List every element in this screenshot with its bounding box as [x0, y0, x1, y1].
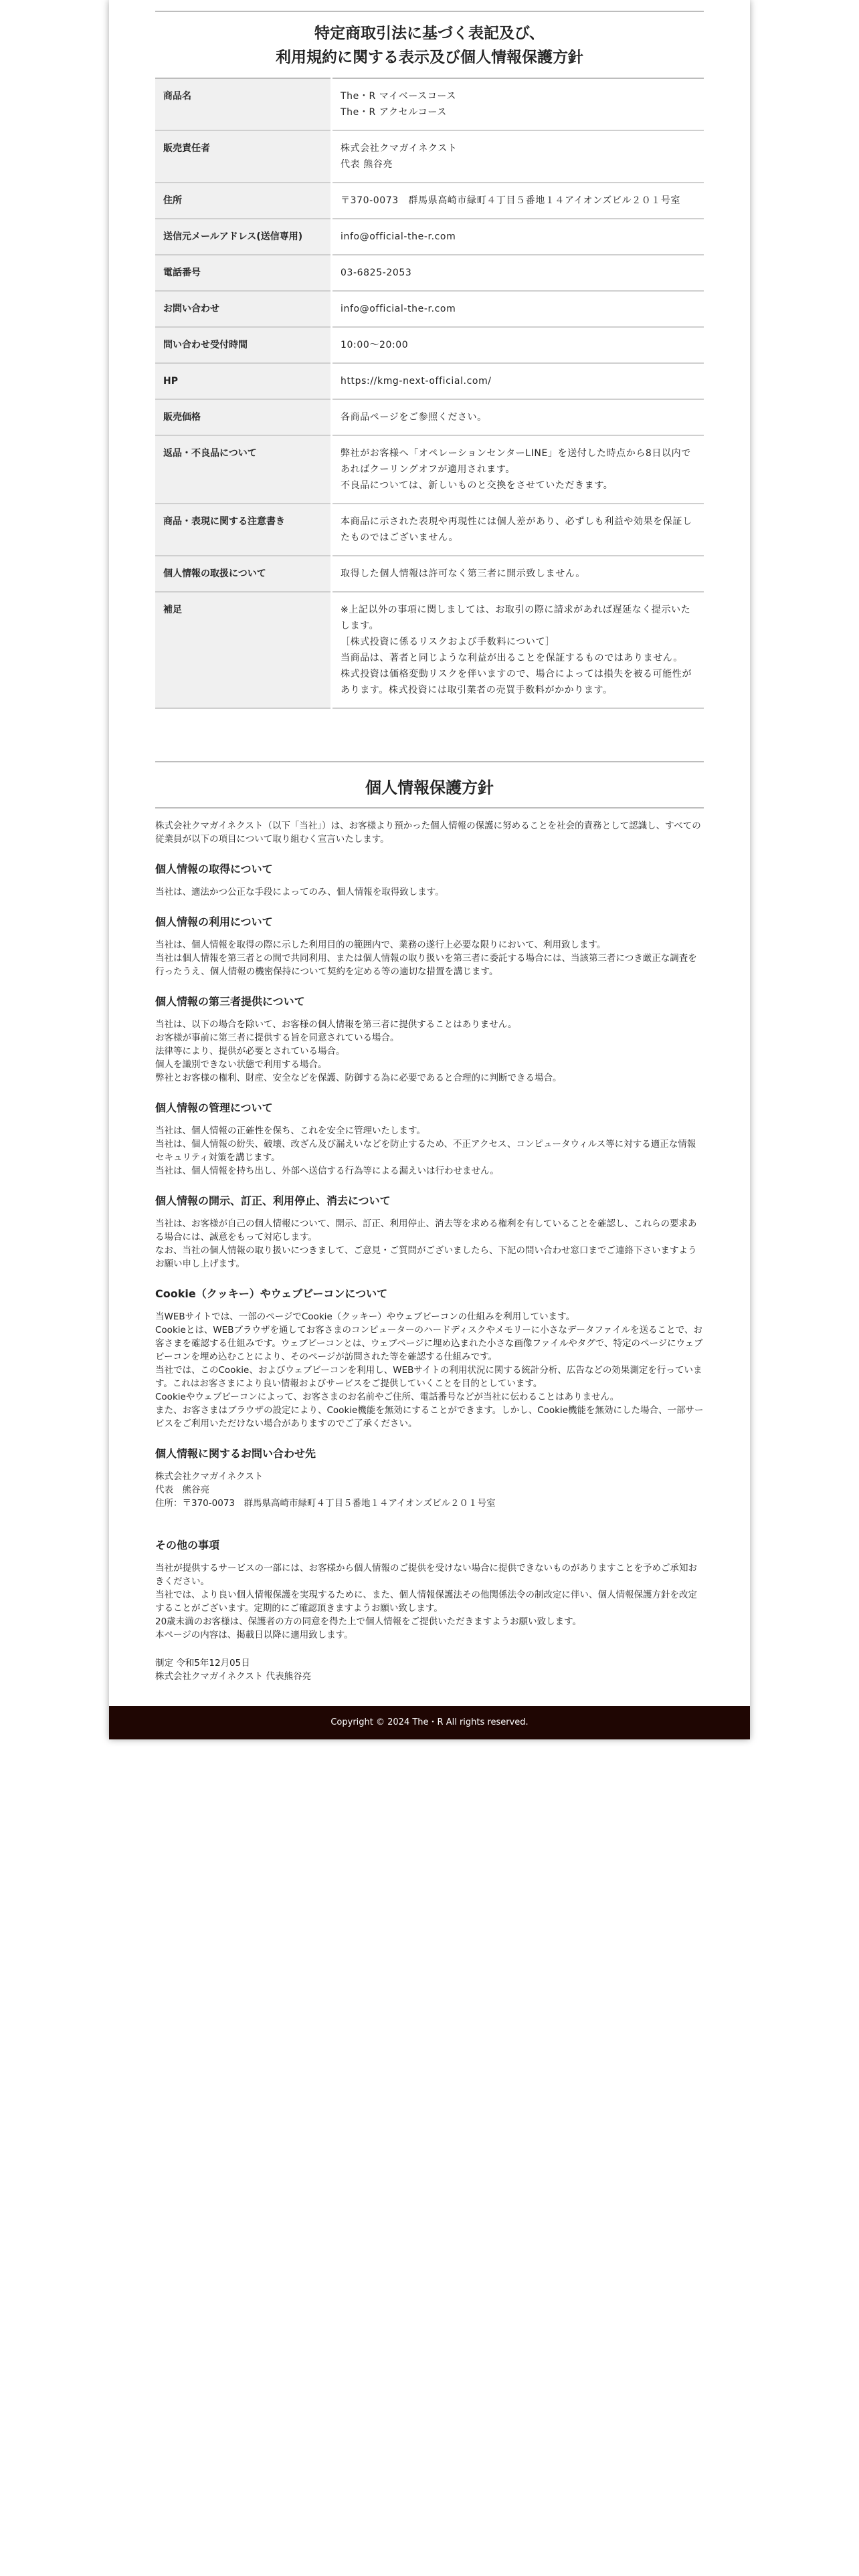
law-row-value: 弊社がお客様へ「オペレーションセンターLINE」を送付した時点から8日以内であればクーリングオフが適用されます。 不良品については、新しいものと交換をさせていただきます。	[332, 435, 704, 504]
section-body: 当社は、個人情報を取得の際に示した利用目的の範囲内で、業務の遂行上必要な限りにおいて、利用致します。 当社は個人情報を第三者との間で共同利用、または個人情報の取り扱いを第三者に委託する場合には、当該第三者につき厳正な調査を行ったうえ、個人情報の機密保持について契約を定める等の適切な措置を講じます。	[155, 940, 697, 977]
law-row-value: 本商品に示された表現や再現性には個人差があり、必ずしも利益や効果を保証したものではございません。	[332, 504, 704, 556]
law-row-value: info@official-the-r.com	[332, 291, 704, 327]
law-row	[155, 291, 704, 327]
law-row-value: 取得した個人情報は許可なく第三者に開示致しません。	[332, 556, 704, 592]
privacy-sections	[155, 861, 704, 1642]
law-table	[155, 78, 704, 709]
law-row	[155, 219, 704, 255]
law-row-label: 送信元メールアドレス(送信専用)	[155, 219, 332, 255]
law-row	[155, 435, 704, 504]
law-row-value: 〒370-0073 群馬県高崎市緑町４丁目５番地１４アイオンズビル２０１号室	[332, 183, 704, 219]
copyright-text: Copyright © 2024 The・R All rights reserved.	[330, 1717, 529, 1727]
law-title: 特定商取引法に基づく表記及び、 利用規約に関する表示及び個人情報保護方針	[276, 25, 583, 66]
section-body: 当社は、個人情報の正確性を保ち、これを安全に管理いたします。 当社は、個人情報の紛失、破壊、改ざん及び漏えいなどを防止するため、不正アクセス、コンピュータウィルス等に対する適正な情報セキュリティ対策を講じます。 当社は、個人情報を持ち出し、外部へ送信する行為等による漏えいは行わせません。	[155, 1125, 696, 1176]
law-row-label: 商品名	[155, 78, 332, 130]
law-row	[155, 399, 704, 435]
law-row	[155, 327, 704, 363]
section-body: 株式会社クマガイネクスト 代表 熊谷亮 住所：〒370-0073 群馬県高崎市緑町４丁目５番地１４アイオンズビル２０１号室	[155, 1471, 496, 1509]
law-row-label: 電話番号	[155, 255, 332, 291]
section-heading: 個人情報の取得について	[155, 863, 273, 875]
section-body: 当社が提供するサービスの一部には、お客様から個人情報のご提供を受けない場合に提供できないものがありますことを予めご承知おきください。 当社では、より良い個人情報保護を実現するために、また、個人情報保護法その他関係法令の制改定に伴い、個人情報保護方針を改定することがございます。定期的にご確認頂きますようお願い致します。 20歳未満のお客様は、保護者の方の同意を得た上で個人情報をご提供いただきますようお願い致します。 本ページの内容は、掲載日以降に適用致します。	[155, 1563, 697, 1640]
law-row-value: https://kmg-next-official.com/	[332, 363, 704, 399]
section-body: 当社は、お客様が自己の個人情報について、開示、訂正、利用停止、消去等を求める権利を有していることを確認し、これらの要求ある場合には、誠意をもって対応します。 なお、当社の個人情報の取り扱いにつきまして、ご意見・ご質問がございましたら、下記の問い合わせ窓口までご連絡下さいますようお願い申し上げます。	[155, 1218, 697, 1269]
law-row-value: 各商品ページをご参照ください。	[332, 399, 704, 435]
section-heading: 個人情報の第三者提供について	[155, 995, 305, 1008]
section-heading: その他の事項	[155, 1539, 220, 1551]
law-row-label: 販売責任者	[155, 130, 332, 183]
law-row-label: 返品・不良品について	[155, 435, 332, 504]
content-column	[155, 0, 704, 1683]
law-row-value: 03-6825-2053	[332, 255, 704, 291]
law-row-label: HP	[155, 363, 332, 399]
law-row	[155, 183, 704, 219]
law-row-label: 補足	[155, 592, 332, 708]
law-row	[155, 504, 704, 556]
law-row	[155, 556, 704, 592]
law-row-value: info@official-the-r.com	[332, 219, 704, 255]
law-row-label: 住所	[155, 183, 332, 219]
section-heading: 個人情報に関するお問い合わせ先	[155, 1447, 316, 1460]
law-row-label: お問い合わせ	[155, 291, 332, 327]
privacy-intro: 株式会社クマガイネクスト（以下「当社」）は、お客様より預かった個人情報の保護に努めることを社会的責務として認識し、すべての従業員が以下の項目について取り組むく宣言いたします。	[155, 821, 701, 845]
page-container	[109, 0, 750, 1739]
law-row	[155, 255, 704, 291]
section-heading: Cookie（クッキー）やウェブビーコンについて	[155, 1287, 388, 1300]
section-heading: 個人情報の管理について	[155, 1101, 273, 1114]
privacy-title: 個人情報保護方針	[155, 762, 704, 809]
enacted-note: 制定 令和5年12月05日 株式会社クマガイネクスト 代表熊谷亮	[155, 1658, 312, 1682]
law-row	[155, 363, 704, 399]
law-row	[155, 592, 704, 708]
section-heading: 個人情報の開示、訂正、利用停止、消去について	[155, 1194, 391, 1207]
section-heading: 個人情報の利用について	[155, 916, 273, 928]
law-row-value: The・R マイベースコース The・R アクセルコース	[332, 78, 704, 130]
law-row-value: 株式会社クマガイネクスト 代表 熊谷亮	[332, 130, 704, 183]
law-row-value: 10:00〜20:00	[332, 327, 704, 363]
law-row-value: ※上記以外の事項に関しましては、お取引の際に請求があれば遅延なく提示いたします。 ［株式投資に係るリスクおよび手数料について］ 当商品は、著者と同じような利益が出ることを保証するものではありません。 株式投資は価格変動リスクを伴いますので、場合によっては損失を被る可能性があります。株式投資には取引業者の売買手数料がかかります。	[332, 592, 704, 708]
law-row-label: 個人情報の取扱について	[155, 556, 332, 592]
section-body: 当社は、適法かつ公正な手段によってのみ、個人情報を取得致します。	[155, 887, 444, 897]
section-body: 当社は、以下の場合を除いて、お客様の個人情報を第三者に提供することはありません。 お客様が事前に第三者に提供する旨を同意されている場合。 法律等により、提供が必要とされている場合。 個人を識別できない状態で利用する場合。 弊社とお客様の権利、財産、安全などを保護、防御する為に必要であると合理的に判断できる場合。	[155, 1019, 562, 1083]
law-row	[155, 130, 704, 183]
law-row-label: 問い合わせ受付時間	[155, 327, 332, 363]
law-row-label: 商品・表現に関する注意書き	[155, 504, 332, 556]
law-row	[155, 78, 704, 130]
section-body: 当WEBサイトでは、一部のページでCookie（クッキー）やウェブビーコンの仕組みを利用しています。 Cookieとは、WEBブラウザを通してお客さまのコンピューターのハードディスクやメモリーに小さなデータファイルを送ることで、お客さまを確認する仕組みです。ウェブビーコンとは、ウェブページに埋め込まれた小さな画像ファイルやタグで、特定のページにウェブビーコンを埋め込むことにより、そのページが訪問された等を確認する仕組みです。 当社では、このCookie、およびウェブビーコンを利用し、WEBサイトの利用状況に関する統計分析、広告などの効果測定を行っています。これはお客さまにより良い情報およびサービスをご提供していくことを目的としています。 Cookieやウェブビーコンによって、お客さまのお名前やご住所、電話番号などが当社に伝わることはありません。 また、お客さまはブラウザの設定により、Cookie機能を無効にすることができます。しかし、Cookie機能を無効にした場合、一部サービスをご利用いただけない場合がありますのでご了承ください。	[155, 1311, 704, 1429]
footer	[109, 1706, 750, 1739]
law-row-label: 販売価格	[155, 399, 332, 435]
